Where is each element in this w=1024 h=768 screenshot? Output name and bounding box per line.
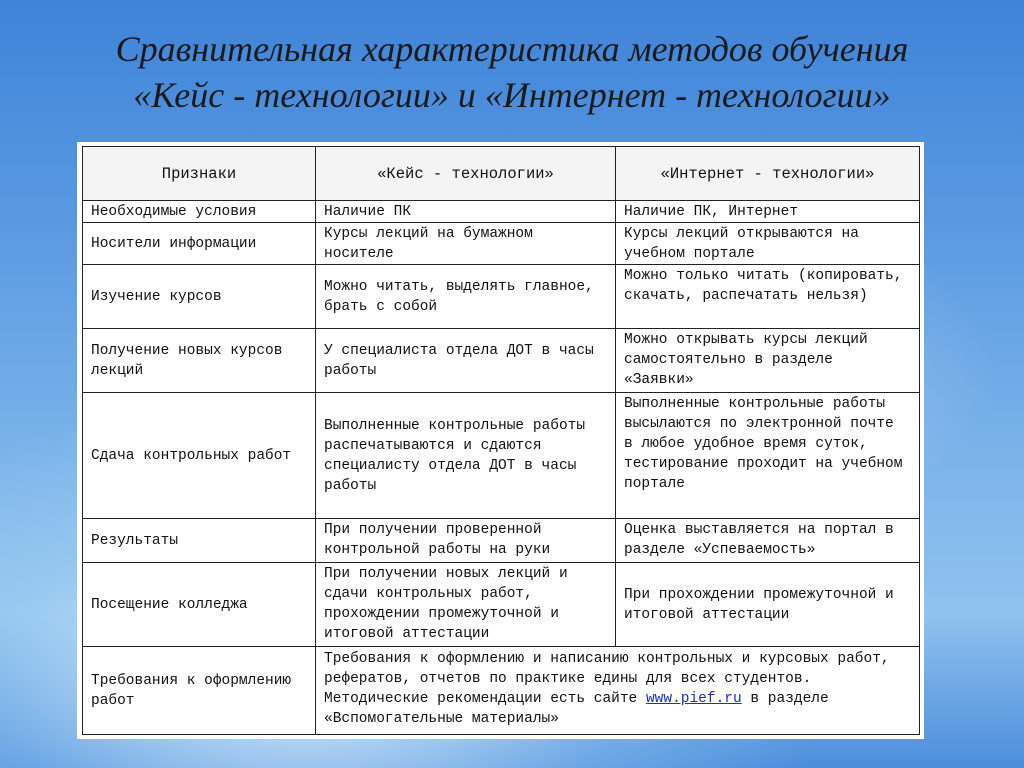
row-case-value: При получении новых лекций и сдачи контрольных работ, прохождении промежуточной и итоговой аттестации <box>316 563 616 647</box>
table-row <box>83 519 920 563</box>
merged-text-after: в разделе «Вспомогательные материалы» <box>324 691 829 727</box>
row-case-value: Можно читать, выделять главное, брать с собой <box>316 265 616 329</box>
header-case-tech: «Кейс - технологии» <box>316 147 616 201</box>
row-internet-value: При прохождении промежуточной и итоговой аттестации <box>616 563 920 647</box>
slide-title-line-1: Сравнительная характеристика методов обучения <box>115 29 909 69</box>
row-feature: Сдача контрольных работ <box>83 393 316 519</box>
row-feature: Получение новых курсов лекций <box>83 329 316 393</box>
table-header-row <box>83 147 920 201</box>
row-internet-value: Курсы лекций открываются на учебном портале <box>616 223 920 265</box>
row-internet-value: Наличие ПК, Интернет <box>616 201 920 223</box>
table-row <box>83 265 920 329</box>
row-feature: Необходимые условия <box>83 201 316 223</box>
header-internet-tech: «Интернет - технологии» <box>616 147 920 201</box>
row-internet-value: Можно открывать курсы лекций самостоятельно в разделе «Заявки» <box>616 329 920 393</box>
row-feature: Требования к оформлению работ <box>83 647 316 735</box>
table-row <box>83 563 920 647</box>
row-case-value: Выполненные контрольные работы распечатываются и сдаются специалисту отдела ДОТ в часы работы <box>316 393 616 519</box>
row-feature: Посещение колледжа <box>83 563 316 647</box>
row-feature: Носители информации <box>83 223 316 265</box>
table-row <box>83 329 920 393</box>
table-row <box>83 201 920 223</box>
row-feature: Изучение курсов <box>83 265 316 329</box>
website-link[interactable]: www.pief.ru <box>645 691 742 707</box>
slide-title <box>0 26 1024 118</box>
row-feature: Результаты <box>83 519 316 563</box>
row-case-value: Курсы лекций на бумажном носителе <box>316 223 616 265</box>
table-row <box>83 647 920 735</box>
merged-text-before: Требования к оформлению и написанию контрольных и курсовых работ, рефератов, отчетов по практике едины для всех студентов. Методические рекомендации есть сайте <box>324 651 890 707</box>
slide-title-line-2: «Кейс - технологии» и «Интернет - технологии» <box>133 75 891 115</box>
row-internet-value: Выполненные контрольные работы высылаются по электронной почте в любое удобное время суток, тестирование проходит на учебном портале <box>616 393 920 519</box>
table-row <box>83 393 920 519</box>
header-features: Признаки <box>83 147 316 201</box>
row-case-value: Наличие ПК <box>316 201 616 223</box>
comparison-table <box>82 146 920 735</box>
row-internet-value: Можно только читать (копировать, скачать, распечатать нельзя) <box>616 265 920 329</box>
comparison-table-container <box>77 142 924 739</box>
row-internet-value: Оценка выставляется на портал в разделе «Успеваемость» <box>616 519 920 563</box>
row-case-value: У специалиста отдела ДОТ в часы работы <box>316 329 616 393</box>
row-case-value: При получении проверенной контрольной работы на руки <box>316 519 616 563</box>
table-row <box>83 223 920 265</box>
row-merged-value <box>316 647 920 735</box>
